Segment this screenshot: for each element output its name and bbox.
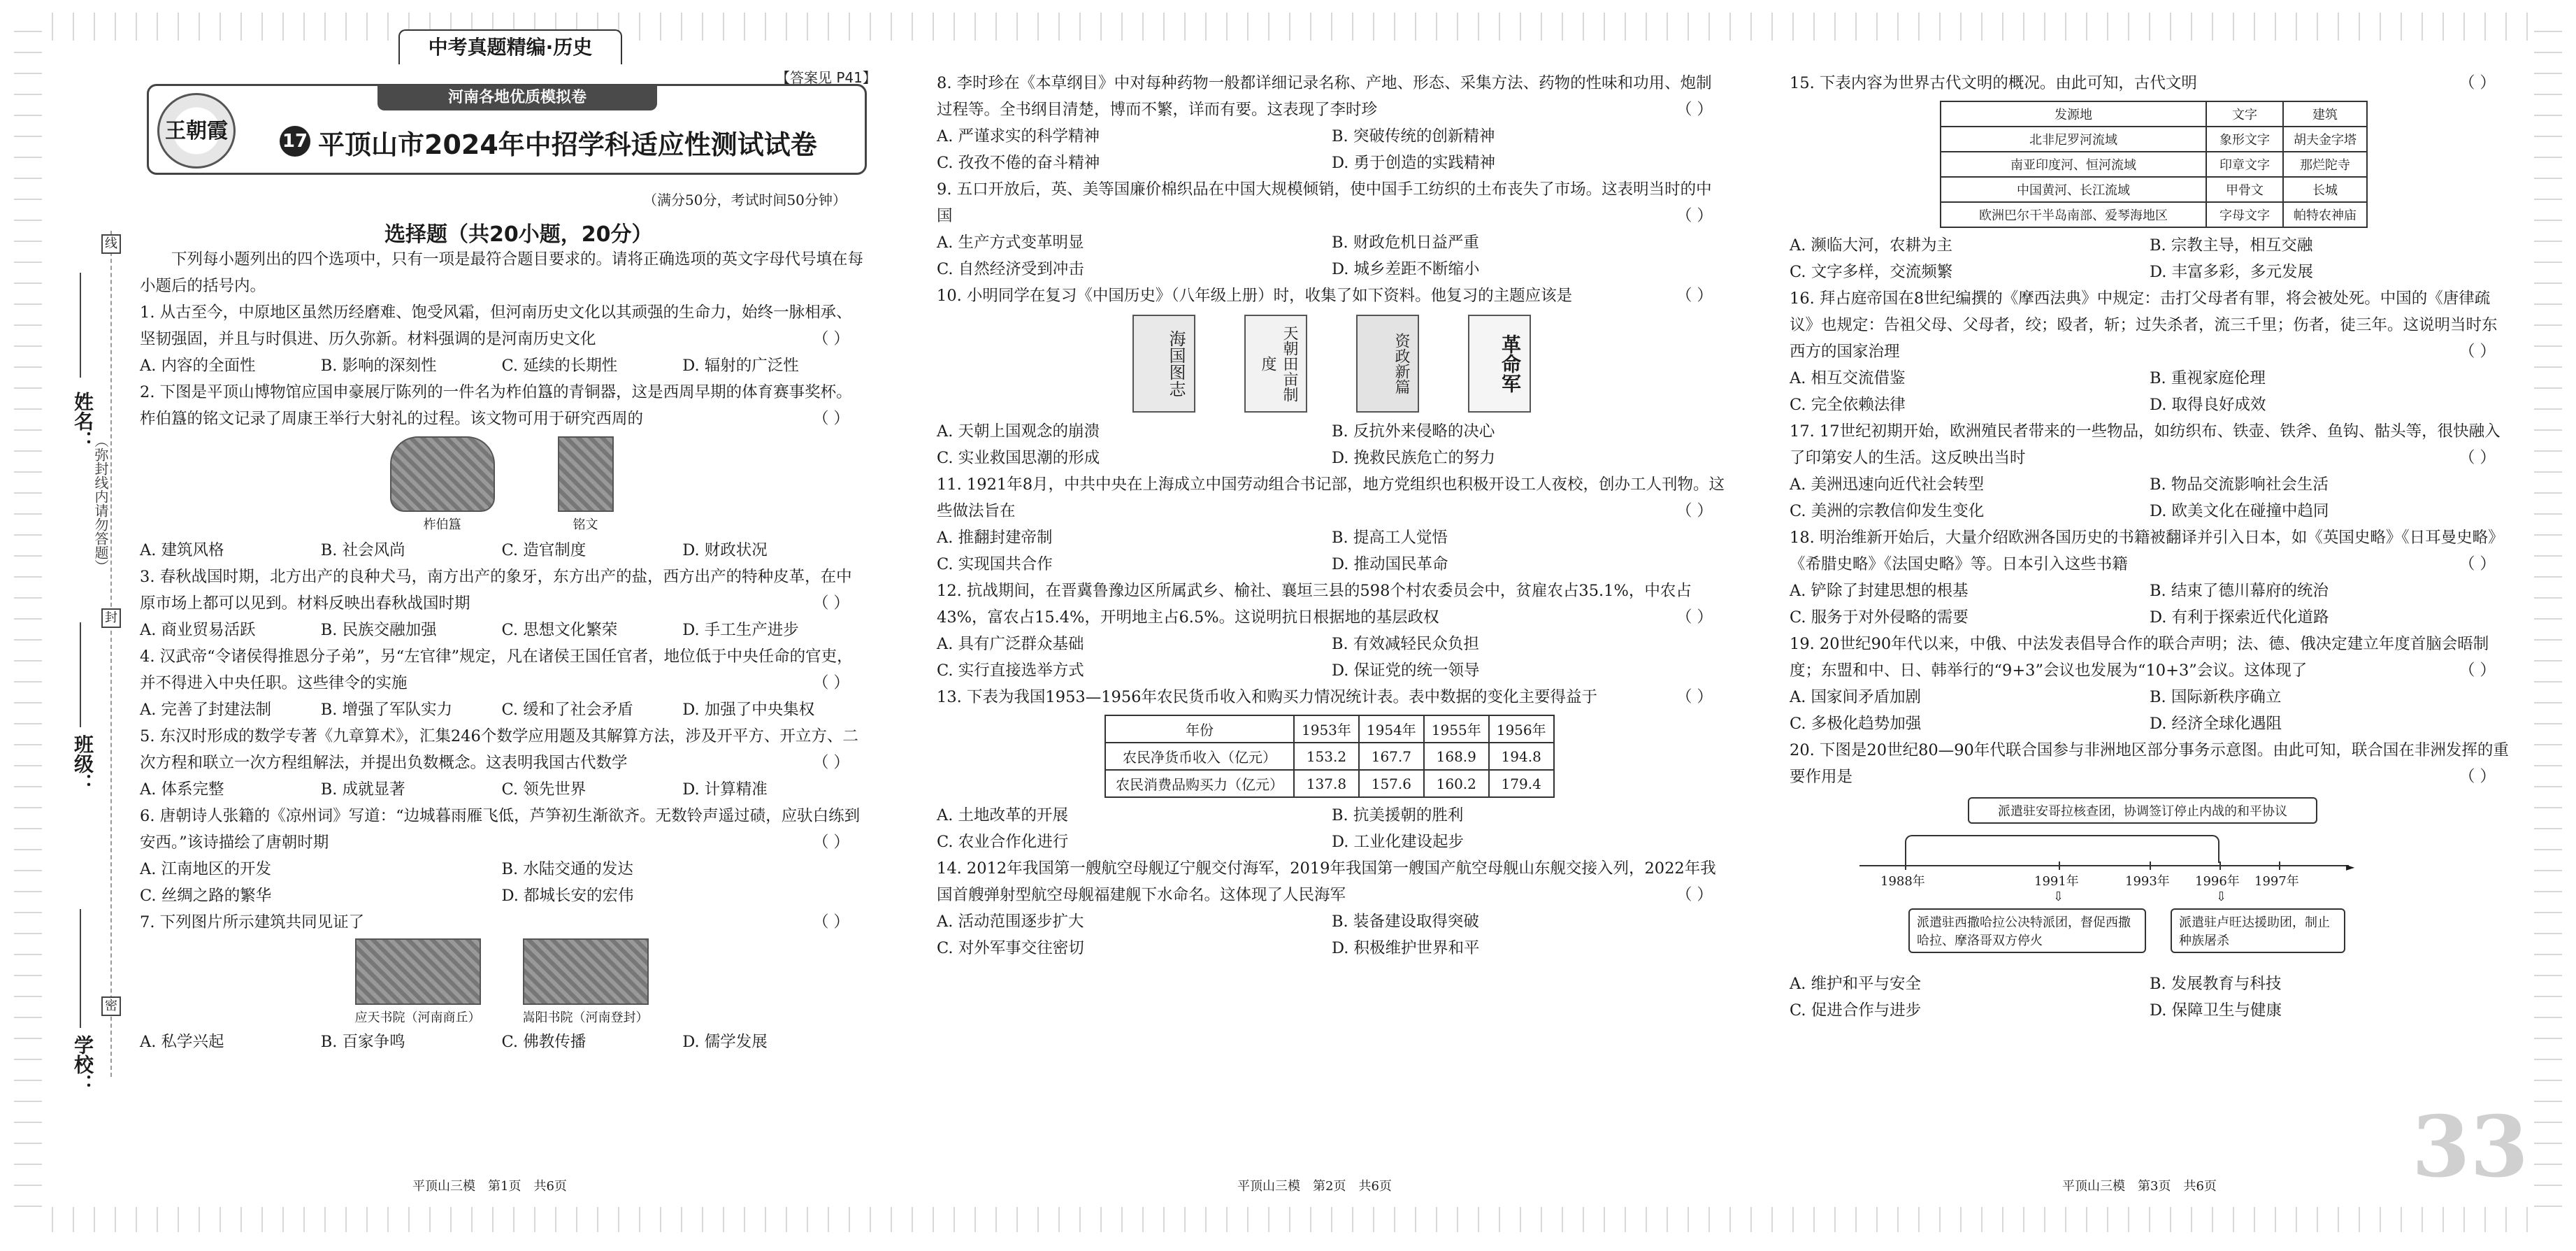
option[interactable]: A. 活动范围逐步扩大	[937, 913, 1084, 931]
timeline-bracket	[1905, 835, 2219, 863]
option[interactable]: D. 丰富多彩，多元发展	[2150, 263, 2314, 281]
question-8: 8. 李时珍在《本草纲目》中对每种药物一般都详细记录名称、产地、形态、采集方法、药物的性味和功用、炮制过程等。全书纲目清楚，博而不繁，详而有要。这表现了李时珍 （ ）	[937, 70, 1727, 123]
option[interactable]: A. 土地改革的开展	[937, 806, 1069, 824]
option[interactable]: C. 自然经济受到冲击	[937, 260, 1084, 278]
option[interactable]: A. 私学兴起	[140, 1033, 224, 1051]
option[interactable]: C. 农业合作化进行	[937, 833, 1069, 851]
option[interactable]: C. 美洲的宗教信仰发生变化	[1790, 502, 1985, 520]
options-5	[140, 776, 863, 803]
option[interactable]: A. 生产方式变革明显	[937, 234, 1084, 252]
timeline-year: 1997年	[2254, 874, 2299, 889]
options-19b	[1790, 710, 2510, 737]
tick	[2059, 862, 2060, 870]
decorative-border-bottom	[42, 1207, 2534, 1232]
options-6b	[140, 882, 863, 909]
table-cell: 甲骨文	[2206, 177, 2283, 202]
table-cell: 中国黄河、长江流域	[1941, 177, 2206, 202]
options-12	[937, 631, 1727, 657]
table-cell: 北非尼罗河流域	[1941, 127, 2206, 152]
timeline-year: 1993年	[2125, 874, 2170, 889]
option[interactable]: B. 提高工人觉悟	[1332, 529, 1448, 547]
answer-blank[interactable]: （ ）	[1676, 287, 1713, 305]
answer-blank[interactable]: （ ）	[1676, 886, 1713, 904]
option[interactable]: B. 抗美援朝的胜利	[1332, 806, 1464, 824]
decorative-border-right	[2534, 28, 2562, 1217]
option[interactable]: D. 城乡差距不断缩小	[1332, 260, 1480, 278]
option[interactable]: C. 多极化趋势加强	[1790, 715, 1922, 733]
option[interactable]: A. 推翻封建帝制	[937, 529, 1053, 547]
option[interactable]: B. 有效减轻民众负担	[1332, 635, 1479, 653]
q10-images	[937, 315, 1727, 413]
options-13b	[937, 829, 1727, 855]
option[interactable]: D. 勇于创造的实践精神	[1332, 154, 1496, 172]
options-3	[140, 617, 863, 643]
inscription-image	[558, 436, 614, 512]
answer-blank[interactable]: （ ）	[1676, 101, 1713, 119]
options-12b	[937, 657, 1727, 684]
tick	[2150, 862, 2151, 870]
table-cell: 字母文字	[2206, 202, 2283, 227]
option[interactable]: B. 影响的深刻性	[320, 357, 437, 375]
table-cell: 那烂陀寺	[2283, 152, 2367, 177]
table-header: 年份	[1105, 715, 1294, 743]
seal-dashed-line	[110, 231, 112, 1077]
question-15: 15. 下表内容为世界古代文明的概况。由此可知，古代文明 （ ）	[1790, 70, 2510, 96]
seal-mark-seal: 封	[101, 608, 121, 628]
caption: 铭文	[573, 517, 598, 532]
answer-blank[interactable]: （ ）	[812, 330, 849, 348]
options-9b	[937, 256, 1727, 283]
option[interactable]: D. 儒学发展	[682, 1033, 768, 1051]
table-cell: 印章文字	[2206, 152, 2283, 177]
option[interactable]: B. 财政危机日益严重	[1332, 234, 1479, 252]
option[interactable]: D. 经济全球化遇阻	[2150, 715, 2282, 733]
option[interactable]: A. 建筑风格	[140, 541, 224, 559]
table-header: 发源地	[1941, 101, 2206, 127]
table-header-row	[1105, 715, 1554, 743]
table-cell: 168.9	[1424, 743, 1489, 770]
answer-blank[interactable]: （ ）	[1676, 207, 1713, 225]
name-label: 姓名：	[71, 392, 94, 450]
q15-table	[1940, 101, 2368, 228]
options-8b	[937, 150, 1727, 176]
question-10: 10. 小明同学在复习《中国历史》（八年级上册）时，收集了如下资料。他复习的主题应该是 （ ）	[937, 283, 1727, 309]
options-8	[937, 123, 1727, 150]
option[interactable]: D. 都城长安的宏伟	[501, 887, 634, 905]
option[interactable]: B. 成就显著	[320, 780, 405, 799]
option[interactable]: D. 取得良好成效	[2150, 396, 2266, 414]
question-7: 7. 下列图片所示建筑共同见证了 （ ）	[140, 909, 863, 936]
option[interactable]: B. 民族交融加强	[320, 621, 437, 639]
option[interactable]: A. 相互交流借鉴	[1790, 369, 1906, 387]
answer-blank[interactable]: （ ）	[2459, 555, 2496, 573]
option[interactable]: C. 佛教传播	[501, 1033, 587, 1051]
table-header: 1953年	[1294, 715, 1359, 743]
answer-blank[interactable]: （ ）	[2459, 768, 2496, 786]
caption: 嵩阳书院（河南登封）	[522, 1010, 649, 1025]
question-2: 2. 下图是平顶山博物馆应国申豪展厅陈列的一件名为柞伯簋的青铜器，这是西周早期的体育赛事奖杯。柞伯簋的铭文记录了周康王举行大射礼的过程。该文物可用于研究西周的 （ ）	[140, 379, 863, 432]
exam-title: 平顶山市2024年中招学科适应性测试试卷	[318, 129, 817, 160]
bronze-vessel-image	[390, 436, 495, 512]
option[interactable]: D. 保障卫生与健康	[2150, 1001, 2282, 1020]
options-9	[937, 229, 1727, 256]
seal-note: （弥封线内请勿答题）	[92, 434, 109, 573]
table-row	[1941, 202, 2367, 227]
option[interactable]: D. 加强了中央集权	[682, 701, 815, 719]
series-tab: 中考真题精编·历史	[398, 29, 622, 64]
option[interactable]: B. 突破传统的创新精神	[1332, 127, 1495, 145]
school-line	[80, 909, 81, 1028]
q2-images	[140, 436, 863, 533]
table-row	[1105, 770, 1554, 797]
option[interactable]: B. 宗教主导，相互交融	[2150, 236, 2313, 255]
table-header: 1954年	[1359, 715, 1424, 743]
name-line	[80, 273, 81, 378]
arrow-icon: ►	[2346, 860, 2355, 873]
options-10b	[937, 445, 1727, 471]
question-3: 3. 春秋战国时期，北方出产的良种犬马，南方出产的象牙，东方出产的盐，西方出产的特种皮革，在中原市场上都可以见到。材料反映出春秋战国时期 （ ）	[140, 564, 863, 617]
options-17b	[1790, 498, 2510, 524]
footer-page-1: 平顶山三模 第1页 共6页	[412, 1179, 567, 1194]
options-16	[1790, 365, 2510, 392]
publisher-logo: 王朝霞	[157, 93, 236, 169]
option[interactable]: B. 社会风尚	[320, 541, 405, 559]
option[interactable]: D. 欧美文化在碰撞中趋同	[2150, 502, 2329, 520]
table-header: 1955年	[1424, 715, 1489, 743]
option[interactable]: C. 文字多样，交流频繁	[1790, 263, 1953, 281]
school-label: 学校：	[71, 1035, 94, 1094]
tick	[1905, 862, 1906, 870]
option[interactable]: D. 计算精准	[682, 780, 768, 799]
option[interactable]: D. 工业化建设起步	[1332, 833, 1465, 851]
option[interactable]: A. 商业贸易活跃	[140, 621, 256, 639]
answer-reference: 【答案见 P41】	[776, 69, 877, 86]
option[interactable]: B. 百家争鸣	[320, 1033, 405, 1051]
option[interactable]: D. 财政状况	[682, 541, 768, 559]
option[interactable]: D. 手工生产进步	[682, 621, 799, 639]
options-16b	[1790, 392, 2510, 418]
table-row	[1941, 177, 2367, 202]
timeline-axis	[1859, 865, 2349, 866]
class-line	[80, 622, 81, 727]
tick	[2279, 862, 2280, 870]
answer-blank[interactable]: （ ）	[1676, 502, 1713, 520]
table-cell: 137.8	[1294, 770, 1359, 797]
option[interactable]: C. 思想文化繁荣	[501, 621, 618, 639]
footer-page-3: 平顶山三模 第3页 共6页	[2062, 1179, 2217, 1194]
academy-image-yingtian	[355, 938, 481, 1005]
option[interactable]: C. 造官制度	[501, 541, 587, 559]
option[interactable]: D. 有利于探索近代化道路	[2150, 608, 2329, 627]
timeline-top-box: 派遣驻安哥拉核查团，协调签订停止内战的和平协议	[1968, 797, 2317, 824]
question-11: 11. 1921年8月，中共中央在上海成立中国劳动组合书记部，地方党组织也积极开设工人夜校，创办工人刊物。这些做法旨在 （ ）	[937, 471, 1727, 524]
option[interactable]: A. 完善了封建法制	[140, 701, 272, 719]
option[interactable]: B. 增强了军队实力	[320, 701, 453, 719]
options-6	[140, 856, 863, 882]
instructions: 下列每小题列出的四个选项中，只有一项是最符合题目要求的。请将正确选项的英文字母代号填在每小题后的括号内。	[140, 250, 864, 295]
tick	[2219, 862, 2221, 870]
paper-number-badge: 17	[280, 126, 310, 157]
q13-table	[1104, 715, 1555, 798]
options-11	[937, 524, 1727, 551]
table-cell: 194.8	[1489, 743, 1554, 770]
options-7	[140, 1029, 863, 1055]
option[interactable]: D. 积极维护世界和平	[1332, 939, 1480, 957]
option[interactable]: C. 延续的长期性	[501, 357, 618, 375]
table-cell: 农民消费品购买力（亿元）	[1105, 770, 1294, 797]
option[interactable]: B. 反抗外来侵略的决心	[1332, 422, 1495, 441]
table-cell: 157.6	[1359, 770, 1424, 797]
book-cover-image: 海国图志	[1132, 315, 1195, 413]
option[interactable]: B. 重视家庭伦理	[2150, 369, 2266, 387]
options-11b	[937, 551, 1727, 578]
options-15	[1790, 232, 2510, 259]
options-13	[937, 802, 1727, 829]
option[interactable]: C. 实现国共合作	[937, 555, 1053, 573]
timeline-year: 1996年	[2195, 874, 2240, 889]
options-17	[1790, 471, 2510, 498]
table-row	[1941, 127, 2367, 152]
column-2	[937, 70, 1727, 1168]
answer-blank[interactable]: （ ）	[812, 913, 849, 931]
table-header: 文字	[2206, 101, 2283, 127]
table-cell: 179.4	[1489, 770, 1554, 797]
question-12: 12. 抗战期间，在晋冀鲁豫边区所属武乡、榆社、襄垣三县的598个村农委员会中，贫雇农占35.1%，中农占43%，富农占15.4%，开明地主占6.5%。这说明抗日根据地的基层政权 （ ）	[937, 578, 1727, 631]
book-cover-image: 资政新篇	[1356, 315, 1419, 413]
banner: 河南各地优质模拟卷	[377, 85, 657, 110]
table-cell: 象形文字	[2206, 127, 2283, 152]
table-cell: 欧洲巴尔干半岛南部、爱琴海地区	[1941, 202, 2206, 227]
question-17: 17. 17世纪初期开始，欧洲殖民者带来的一些物品，如纺织布、铁壶、铁斧、鱼钩、骷头等，很快融入了印第安人的生活。这反映出当时 （ ）	[1790, 418, 2510, 471]
book-cover-image: 革命军	[1468, 315, 1531, 413]
question-4: 4. 汉武帝“令诸侯得推恩分子弟”，另“左官律”规定，凡在诸侯王国任官者，地位低于中央任命的官吏，并不得进入中央任职。这些律令的实施 （ ）	[140, 643, 863, 696]
options-20	[1790, 971, 2510, 997]
section-title: 选择题（共20小题，20分）	[384, 222, 653, 247]
decorative-border-left	[14, 28, 42, 1217]
option[interactable]: D. 挽救民族危亡的努力	[1332, 449, 1496, 467]
option[interactable]: A. 内容的全面性	[140, 357, 256, 375]
page-number-watermark: 33	[2412, 1098, 2528, 1196]
answer-blank[interactable]: （ ）	[2459, 343, 2496, 361]
class-label: 班级：	[71, 734, 94, 793]
answer-blank[interactable]: （ ）	[1676, 688, 1713, 706]
timeline-box-west-sahara: 派遣驻西撒哈拉公决特派团，督促西撒哈拉、摩洛哥双方停火	[1908, 908, 2146, 953]
option[interactable]: A. 国家间矛盾加剧	[1790, 688, 1922, 706]
option[interactable]: B. 物品交流影响社会生活	[2150, 476, 2329, 494]
options-19	[1790, 684, 2510, 710]
option[interactable]: C. 领先世界	[501, 780, 587, 799]
option[interactable]: D. 辐射的广泛性	[682, 357, 799, 375]
book-cover-image: 天朝田亩制度	[1244, 315, 1307, 413]
table-cell: 160.2	[1424, 770, 1489, 797]
column-1	[140, 246, 863, 1169]
answer-blank[interactable]: （ ）	[812, 674, 849, 692]
question-18: 18. 明治维新开始后，大量介绍欧洲各国历史的书籍被翻译并引入日本，如《英国史略》《日耳曼史略》《希腊史略》《法国史略》等。日本引入这些书籍 （ ）	[1790, 524, 2510, 578]
option[interactable]: C. 实业救国思潮的形成	[937, 449, 1100, 467]
answer-blank[interactable]: （ ）	[2459, 662, 2496, 680]
answer-blank[interactable]: （ ）	[2459, 74, 2496, 92]
option[interactable]: B. 发展教育与科技	[2150, 975, 2282, 993]
table-row	[1105, 743, 1554, 770]
options-14b	[937, 935, 1727, 962]
option[interactable]: C. 缓和了社会矛盾	[501, 701, 633, 719]
options-18b	[1790, 604, 2510, 631]
q7-images	[140, 938, 863, 1026]
timeline-year: 1988年	[1880, 874, 1925, 889]
table-row	[1941, 152, 2367, 177]
question-16: 16. 拜占庭帝国在8世纪编撰的《摩西法典》中规定：击打父母者有罪，将会被处死。中国的《唐律疏议》也规定：告祖父母、父母者，绞；殴者，斩；过失杀者，流三千里；伤者，徒三年。这说明当时东西方的国家治理 （ ）	[1790, 285, 2510, 365]
option[interactable]: A. 濒临大河，农耕为主	[1790, 236, 1953, 255]
question-5: 5. 东汉时形成的数学专著《九章算术》，汇集246个数学应用题及其解算方法，涉及开平方、开立方、二次方程和联立一次方程组解法，并提出负数概念。这表明我国古代数学 （ ）	[140, 723, 863, 776]
answer-blank[interactable]: （ ）	[1676, 608, 1713, 627]
down-arrow-icon: ⇩	[2216, 889, 2227, 904]
question-1: 1. 从古至今，中原地区虽然历经磨难、饱受风霜，但河南历史文化以其顽强的生命力，始终一脉相承、坚韧强固，并且与时俱进、历久弥新。材料强调的是河南历史文化 （ ）	[140, 299, 863, 352]
option[interactable]: B. 结束了德川幕府的统治	[2150, 582, 2329, 600]
option[interactable]: A. 体系完整	[140, 780, 224, 799]
option[interactable]: A. 美洲迅速向近代社会转型	[1790, 476, 1985, 494]
answer-blank[interactable]: （ ）	[812, 754, 849, 772]
down-arrow-icon: ⇩	[2053, 889, 2064, 904]
caption: 柞伯簋	[423, 517, 461, 532]
option[interactable]: B. 水陆交通的发达	[501, 860, 633, 878]
option[interactable]: C. 实行直接选举方式	[937, 662, 1084, 680]
options-14	[937, 908, 1727, 935]
question-9: 9. 五口开放后，英、美等国廉价棉织品在中国大规模倾销，使中国手工纺织的土布丧失了市场。这表明当时的中国 （ ）	[937, 176, 1727, 229]
table-cell: 长城	[2283, 177, 2367, 202]
options-10	[937, 418, 1727, 445]
timeline-box-rwanda: 派遣驻卢旺达援助团，制止种族屠杀	[2171, 908, 2345, 953]
answer-blank[interactable]: （ ）	[2459, 449, 2496, 467]
answer-blank[interactable]: （ ）	[812, 594, 849, 613]
option[interactable]: B. 国际新秩序确立	[2150, 688, 2282, 706]
option[interactable]: A. 江南地区的开发	[140, 860, 272, 878]
option[interactable]: D. 保证党的统一领导	[1332, 662, 1480, 680]
timeline-year: 1991年	[2034, 874, 2079, 889]
option[interactable]: C. 服务于对外侵略的需要	[1790, 608, 1969, 627]
seal-mark-secret: 密	[101, 996, 121, 1016]
seal-mark-line: 线	[101, 234, 121, 254]
table-header: 1956年	[1489, 715, 1554, 743]
table-cell: 167.7	[1359, 743, 1424, 770]
options-20b	[1790, 997, 2510, 1024]
option[interactable]: C. 完全依赖法律	[1790, 396, 1906, 414]
table-cell: 153.2	[1294, 743, 1359, 770]
table-cell: 农民净货币收入（亿元）	[1105, 743, 1294, 770]
table-header: 建筑	[2283, 101, 2367, 127]
option[interactable]: A. 严谨求实的科学精神	[937, 127, 1100, 145]
answer-blank[interactable]: （ ）	[812, 834, 849, 852]
question-20: 20. 下图是20世纪80—90年代联合国参与非洲地区部分事务示意图。由此可知，联合国在非洲发挥的重要作用是 （ ）	[1790, 737, 2510, 790]
academy-image-songyang	[523, 938, 649, 1005]
caption: 应天书院（河南商丘）	[354, 1010, 481, 1025]
question-13: 13. 下表为我国1953—1956年农民货币收入和购买力情况统计表。表中数据的变化主要得益于 （ ）	[937, 684, 1727, 710]
table-cell: 南亚印度河、恒河流域	[1941, 152, 2206, 177]
answer-blank[interactable]: （ ）	[812, 410, 849, 428]
options-2	[140, 537, 863, 564]
option[interactable]: C. 孜孜不倦的奋斗精神	[937, 154, 1100, 172]
option[interactable]: A. 维护和平与安全	[1790, 975, 1922, 993]
option[interactable]: A. 天朝上国观念的崩溃	[937, 422, 1100, 441]
question-6: 6. 唐朝诗人张籍的《凉州词》写道：“边城暮雨雁飞低，芦笋初生渐欲齐。无数铃声遥过碛，应驮白练到安西。”该诗描绘了唐朝时期 （ ）	[140, 803, 863, 856]
option[interactable]: C. 促进合作与进步	[1790, 1001, 1922, 1020]
option[interactable]: C. 对外军事交往密切	[937, 939, 1084, 957]
option[interactable]: A. 具有广泛群众基础	[937, 635, 1084, 653]
question-14: 14. 2012年我国第一艘航空母舰辽宁舰交付海军，2019年我国第一艘国产航空母舰山东舰交接入列，2022年我国首艘弹射型航空母舰福建舰下水命名。这体现了人民海军 （ ）	[937, 855, 1727, 908]
table-header-row	[1941, 101, 2367, 127]
table-cell: 胡夫金字塔	[2283, 127, 2367, 152]
option[interactable]: D. 推动国民革命	[1332, 555, 1448, 573]
option[interactable]: A. 铲除了封建思想的根基	[1790, 582, 1969, 600]
option[interactable]: B. 装备建设取得突破	[1332, 913, 1479, 931]
option[interactable]: C. 丝绸之路的繁华	[140, 887, 272, 905]
options-15b	[1790, 259, 2510, 285]
q20-timeline	[1790, 793, 2510, 968]
score-note: （满分50分，考试时间50分钟）	[643, 192, 847, 208]
options-18	[1790, 578, 2510, 604]
options-4	[140, 696, 863, 723]
table-cell: 帕特农神庙	[2283, 202, 2367, 227]
footer-page-2: 平顶山三模 第2页 共6页	[1237, 1179, 1392, 1194]
question-19: 19. 20世纪90年代以来，中俄、中法发表倡导合作的联合声明；法、德、俄决定建立年度首脑会晤制度；东盟和中、日、韩举行的“9+3”会议也发展为“10+3”会议。这体现了 （ ）	[1790, 631, 2510, 684]
options-1	[140, 352, 863, 379]
column-3	[1790, 70, 2510, 1168]
